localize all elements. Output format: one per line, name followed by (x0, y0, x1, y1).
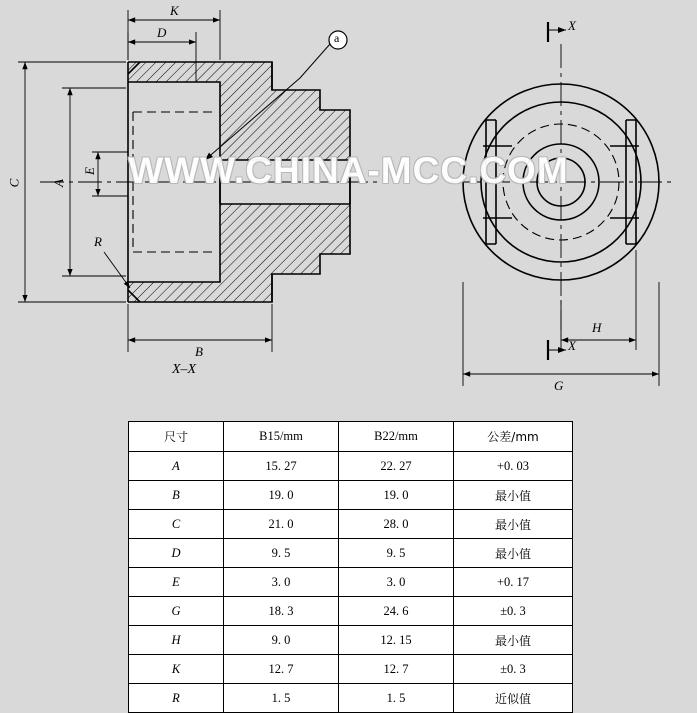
cell-symbol: D (171, 545, 181, 560)
table-row (129, 568, 573, 597)
cell-b15: 12. 7 (268, 661, 294, 676)
cell-b22: 22. 27 (380, 458, 412, 473)
cell-symbol: E (172, 574, 180, 589)
cell-b22: 24. 6 (383, 603, 409, 618)
dim-label-D: D (157, 25, 167, 40)
dim-label-E: E (81, 167, 97, 175)
table-row (129, 655, 573, 684)
table-row (129, 597, 573, 626)
cell-symbol: A (172, 458, 180, 473)
cell-tolerance: 最小值 (494, 517, 531, 532)
cell-tolerance: 最小值 (494, 546, 531, 561)
table-header-row (129, 422, 573, 452)
dimensions-right-view (463, 250, 659, 386)
cell-b22: 12. 7 (383, 661, 409, 676)
cell-b22: 9. 5 (386, 545, 406, 560)
cell-symbol: C (171, 516, 181, 531)
cell-b22: 19. 0 (383, 487, 409, 502)
table-row (129, 481, 573, 510)
table-row (129, 684, 573, 713)
dim-label-R: R (94, 234, 102, 249)
table-row (129, 539, 573, 568)
header-cell-size: 尺寸 (163, 430, 188, 444)
header-cell-b22: B22/mm (374, 429, 418, 443)
dimension-table-wrapper (128, 421, 573, 713)
cell-b22: 1. 5 (386, 690, 406, 705)
table-row (129, 452, 573, 481)
cell-tolerance: 近似值 (494, 691, 531, 706)
section-arrow-top-label: X (568, 18, 576, 33)
cell-tolerance: ±0. 3 (500, 661, 526, 676)
cell-tolerance: +0. 17 (496, 574, 530, 589)
dim-label-C: C (6, 178, 22, 188)
cell-symbol: G (171, 603, 181, 618)
watermark: WWW.CHINA-MCC.COM (128, 150, 569, 191)
dimension-table (128, 421, 573, 713)
cell-tolerance: 最小值 (494, 633, 531, 648)
cell-b15: 1. 5 (271, 690, 291, 705)
cell-b15: 9. 5 (271, 545, 291, 560)
cell-b22: 28. 0 (383, 516, 409, 531)
cell-tolerance: ±0. 3 (500, 603, 526, 618)
cell-b15: 19. 0 (268, 487, 294, 502)
dim-label-K: K (170, 3, 179, 18)
callout-a-label: a (334, 31, 340, 45)
cell-b22: 12. 15 (380, 632, 412, 647)
cell-symbol: H (171, 632, 181, 647)
cell-symbol: R (172, 690, 180, 705)
header-cell-b15: B15/mm (259, 429, 303, 443)
section-view-label: X–X (172, 362, 197, 377)
cell-b15: 18. 3 (268, 603, 294, 618)
cell-b15: 15. 27 (265, 458, 297, 473)
cell-b15: 9. 0 (271, 632, 291, 647)
cell-b15: 3. 0 (271, 574, 291, 589)
section-arrow-bottom-label: X (568, 338, 576, 353)
cell-tolerance: +0. 03 (496, 458, 530, 473)
dim-label-H: H (592, 320, 602, 335)
header-cell-tolerance: 公差/mm (487, 430, 539, 444)
cell-b15: 21. 0 (268, 516, 294, 531)
table-row (129, 626, 573, 655)
cell-symbol: K (171, 661, 181, 676)
cell-tolerance: 最小值 (494, 488, 531, 503)
cell-b22: 3. 0 (386, 574, 406, 589)
cell-symbol: B (172, 487, 180, 502)
dim-label-B: B (195, 344, 203, 359)
section-arrows (548, 22, 566, 360)
centerlines-right-view (448, 44, 676, 330)
table-row (129, 510, 573, 539)
dim-label-A: A (50, 179, 66, 187)
dim-label-G: G (554, 378, 564, 393)
